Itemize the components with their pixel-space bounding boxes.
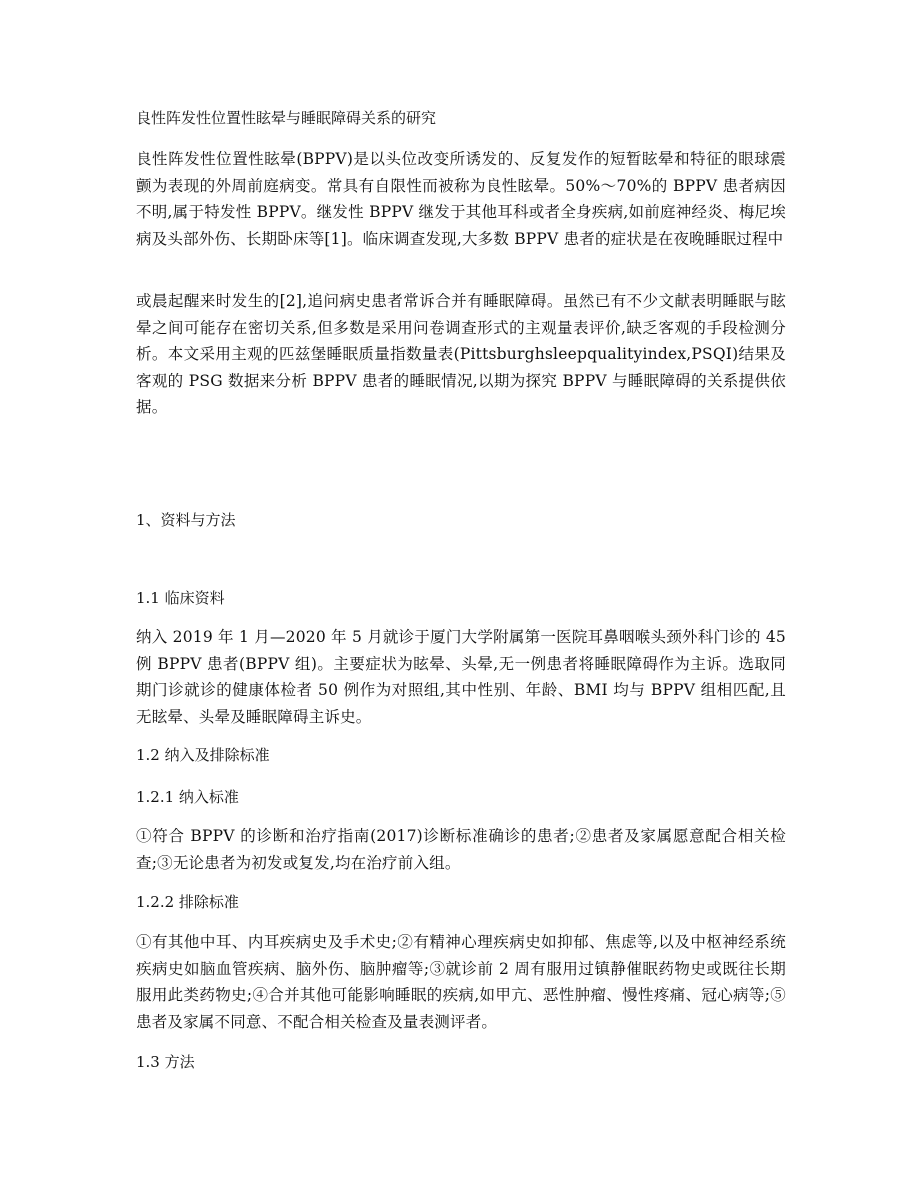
intro-paragraph-2: 或晨起醒来时发生的[2],追问病史患者常诉合并有睡眠障碍。虽然已有不少文献表明睡眠与眩晕之间可能存在密切关系,但多数是采用问卷调查形式的主观量表评价,缺乏客观的手段检测分析。本文采用主观的匹兹堡睡眠质量指数量表(Pittsburghsleepqualityindex,PSQI)结果及客观的 PSG 数据来分析 BPPV 患者的睡眠情况,以期为探究 BPPV 与睡眠障碍的关系提供依据。 bbox=[136, 292, 786, 416]
section-1-heading: 1、资料与方法 bbox=[136, 511, 236, 529]
section-1-2-heading: 1.2 纳入及排除标准 bbox=[136, 746, 270, 764]
document-title: 良性阵发性位置性眩晕与睡眠障碍关系的研究 bbox=[136, 109, 437, 127]
section-1-2-1-heading: 1.2.1 纳入标准 bbox=[136, 788, 239, 806]
intro-paragraph-1: 良性阵发性位置性眩晕(BPPV)是以头位改变所诱发的、反复发作的短暂眩晕和特征的眼球震颤为表现的外周前庭病变。常具有自限性而被称为良性眩晕。50%～70%的 BPPV 患者病因不明,属于特发性 BPPV。继发性 BPPV 继发于其他耳科或者全身疾病,如前庭神经炎、梅尼埃病及头部外伤、长期卧床等[1]。临床调查发现,大多数 BPPV 患者的症状是在夜晚睡眠过程中 bbox=[136, 150, 786, 248]
section-1-1-text: 纳入 2019 年 1 月—2020 年 5 月就诊于厦门大学附属第一医院耳鼻咽喉头颈外科门诊的 45 例 BPPV 患者(BPPV 组)。主要症状为眩晕、头晕,无一例患者将睡眠障碍作为主诉。选取同期门诊就诊的健康体检者 50 例作为对照组,其中性别、年龄、BMI 均与 BPPV 组相匹配,且无眩晕、头晕及睡眠障碍主诉史。 bbox=[136, 628, 786, 726]
section-1-2-2-heading: 1.2.2 排除标准 bbox=[136, 893, 239, 911]
section-1-2-2-text: ①有其他中耳、内耳疾病史及手术史;②有精神心理疾病史如抑郁、焦虑等,以及中枢神经系统疾病史如脑血管疾病、脑外伤、脑肿瘤等;③就诊前 2 周有服用过镇静催眠药物史或既往长期服用此类药物史;④合并其他可能影响睡眠的疾病,如甲亢、恶性肿瘤、慢性疼痛、冠心病等;⑤患者及家属不同意、不配合相关检查及量表测评者。 bbox=[136, 933, 786, 1031]
section-1-3-heading: 1.3 方法 bbox=[136, 1053, 195, 1071]
section-1-1-heading: 1.1 临床资料 bbox=[136, 589, 225, 607]
section-1-2-1-text: ①符合 BPPV 的诊断和治疗指南(2017)诊断标准确诊的患者;②患者及家属愿意配合相关检查;③无论患者为初发或复发,均在治疗前入组。 bbox=[136, 827, 786, 872]
